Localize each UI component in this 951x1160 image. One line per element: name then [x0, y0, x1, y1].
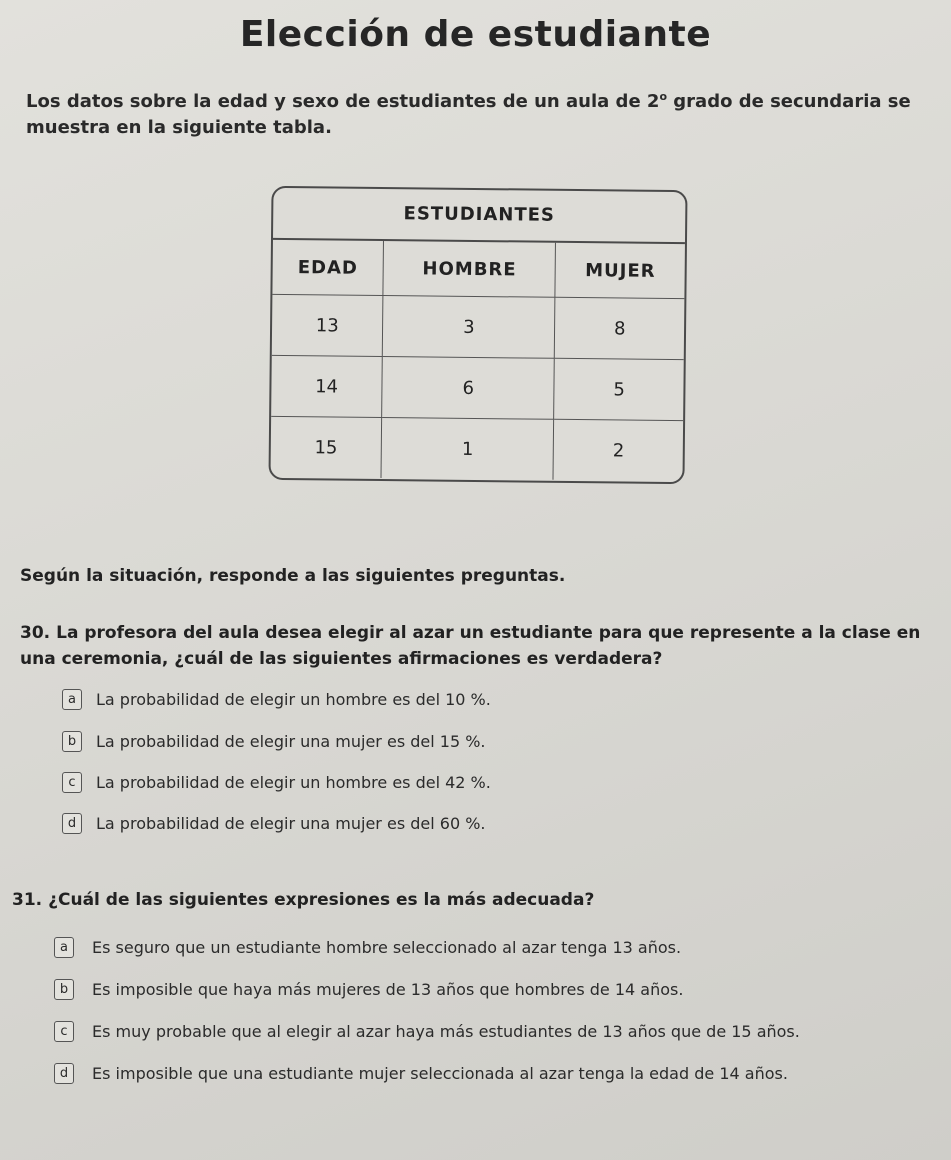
- cell-women: 2: [612, 439, 625, 462]
- question-30: [20, 620, 945, 672]
- option-letter: c: [62, 772, 82, 793]
- question-text: La profesora del aula desea elegir al azar un estudiante para que represente a la clase en una ceremonia, ¿cuál de las siguientes afirmaciones es verdadera?: [20, 623, 921, 669]
- table-row: [271, 355, 684, 420]
- option-letter: c: [54, 1021, 74, 1042]
- cell-women: 8: [555, 297, 685, 359]
- option-text: La probabilidad de elegir una mujer es del 15 %.: [96, 732, 486, 751]
- cell-men: 1: [381, 417, 554, 479]
- cell-men: 6: [382, 357, 555, 420]
- question-text: ¿Cuál de las siguientes expresiones es la más adecuada?: [48, 890, 595, 910]
- q30-option-b[interactable]: [62, 731, 486, 752]
- students-table: [268, 186, 687, 484]
- intro-paragraph: [26, 84, 926, 141]
- question-number: 31.: [12, 890, 43, 910]
- intro-text-after: grado de secundaria se muestra en la siguiente tabla.: [26, 91, 911, 138]
- option-letter: b: [62, 731, 82, 752]
- cell-age: 14: [271, 355, 382, 417]
- table-grid: [271, 240, 685, 481]
- instructions: Según la situación, responde a las siguientes preguntas.: [20, 566, 566, 586]
- option-text: Es imposible que haya más mujeres de 13 años que hombres de 14 años.: [92, 980, 684, 999]
- option-letter: b: [54, 979, 74, 1000]
- option-text: Es imposible que una estudiante mujer seleccionada al azar tenga la edad de 14 años.: [92, 1064, 788, 1083]
- cell-age: 13: [272, 294, 383, 356]
- option-letter: a: [62, 689, 82, 710]
- table-row: [271, 416, 684, 481]
- header-mujer: MUJER: [555, 243, 685, 299]
- option-letter: d: [54, 1063, 74, 1084]
- cell-men: 3: [383, 296, 556, 359]
- header-edad: EDAD: [272, 240, 383, 296]
- table-header-row: [272, 240, 685, 299]
- option-text: Es muy probable que al elegir al azar haya más estudiantes de 13 años que de 15 años.: [92, 1022, 800, 1041]
- question-number: 30.: [20, 623, 51, 643]
- table-row: [272, 294, 685, 359]
- cell-women: 5: [554, 358, 684, 420]
- q31-option-c[interactable]: [54, 1021, 800, 1042]
- q30-option-d[interactable]: [62, 813, 486, 834]
- intro-grade: 2: [646, 91, 660, 112]
- option-letter: d: [62, 813, 82, 834]
- cell-age: 15: [271, 416, 382, 478]
- page-title: Elección de estudiante: [239, 14, 712, 55]
- q31-option-a[interactable]: [54, 937, 681, 958]
- q30-option-a[interactable]: [62, 689, 491, 710]
- option-text: La probabilidad de elegir un hombre es del 10 %.: [96, 690, 491, 709]
- option-letter: a: [54, 937, 74, 958]
- q30-option-c[interactable]: [62, 772, 491, 793]
- header-hombre: HOMBRE: [383, 241, 556, 297]
- option-text: La probabilidad de elegir una mujer es del 60 %.: [96, 814, 486, 833]
- intro-grade-superscript: o: [659, 90, 668, 103]
- table-caption: ESTUDIANTES: [273, 188, 686, 244]
- q31-option-b[interactable]: [54, 979, 683, 1000]
- option-text: La probabilidad de elegir un hombre es del 42 %.: [96, 773, 491, 792]
- question-31: [12, 887, 937, 913]
- q31-option-d[interactable]: [54, 1063, 788, 1084]
- option-text: Es seguro que un estudiante hombre seleccionado al azar tenga 13 años.: [92, 938, 682, 957]
- intro-text-before: Los datos sobre la edad y sexo de estudiantes de un aula de: [26, 91, 647, 112]
